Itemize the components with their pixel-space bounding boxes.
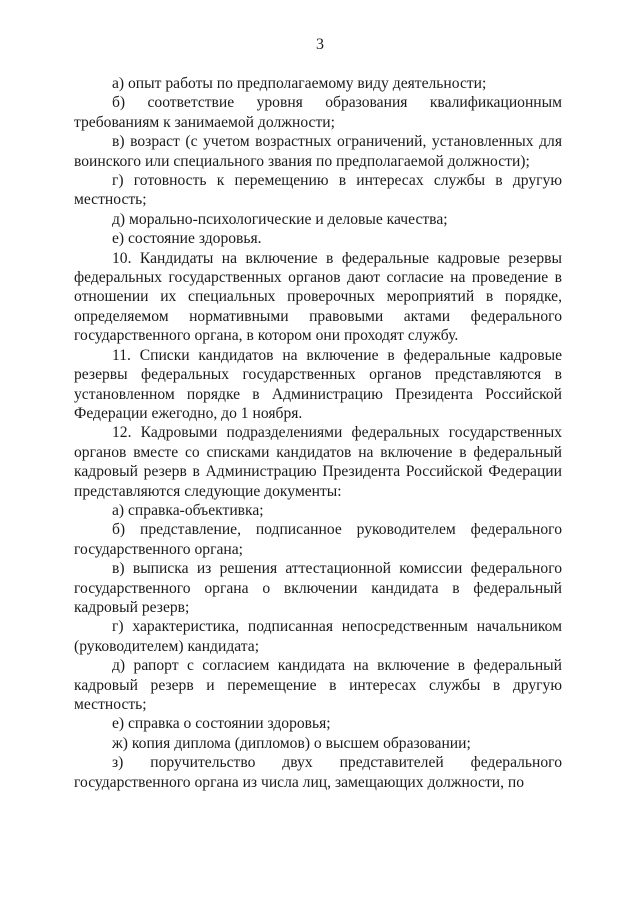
paragraph-qualities: д) морально-психологические и деловые качества;: [112, 210, 448, 228]
page-number: 3: [316, 36, 324, 53]
paragraph-doc-a: а) справка-объективка;: [112, 501, 264, 519]
paragraph-experience: а) опыт работы по предполагаемому виду деятельности;: [112, 75, 487, 92]
paragraph-doc-d: д) рапорт с согласием кандидата на включение в федеральный кадровый резерв и перемещение в интересах службы в другую местность;: [74, 657, 562, 713]
paragraph-doc-b: б) представление, подписанное руководителем федерального государственного органа;: [74, 521, 562, 558]
paragraph-item-12: 12. Кадровыми подразделениями федеральных государственных органов вместе со списками кандидатов на включение в федеральный кадровый резерв в Администрацию Президента Российской Федерации представляются следующие документы:: [74, 424, 562, 500]
paragraph-health: е) состояние здоровья.: [112, 230, 262, 248]
paragraph-doc-z: з) поручительство двух представителей федерального государственного органа из числа лиц, замещающих должности, по: [74, 754, 562, 791]
document-body: [74, 74, 562, 792]
paragraph-item-10: 10. Кандидаты на включение в федеральные кадровые резервы федеральных государственных органов дают согласие на проведение в отношении их специальных проверочных мероприятий в порядке, определяемом нормативными правовыми актами федерального государственного органа, в котором они проходят службу.: [74, 249, 562, 345]
paragraph-relocation: г) готовность к перемещению в интересах службы в другую местность;: [74, 172, 562, 209]
paragraph-education: б) соответствие уровня образования квалификационным требованиям к занимаемой должности;: [74, 94, 562, 131]
paragraph-doc-v: в) выписка из решения аттестационной комиссии федерального государственного органа о включении кандидата в федеральный кадровый резерв;: [74, 560, 562, 616]
paragraph-doc-g: г) характеристика, подписанная непосредственным начальником (руководителем) кандидата;: [74, 618, 562, 655]
paragraph-age: в) возраст (с учетом возрастных ограничений, установленных для воинского или специального звания по предполагаемой должности);: [74, 133, 562, 170]
paragraph-item-11: 11. Списки кандидатов на включение в федеральные кадровые резервы федеральных государственных органов представляются в установленном порядке в Администрацию Президента Российской Федерации ежегодно, до 1 ноября.: [74, 346, 562, 422]
paragraph-doc-zh: ж) копия диплома (дипломов) о высшем образовании;: [112, 734, 471, 752]
paragraph-doc-e: е) справка о состоянии здоровья;: [112, 715, 331, 733]
